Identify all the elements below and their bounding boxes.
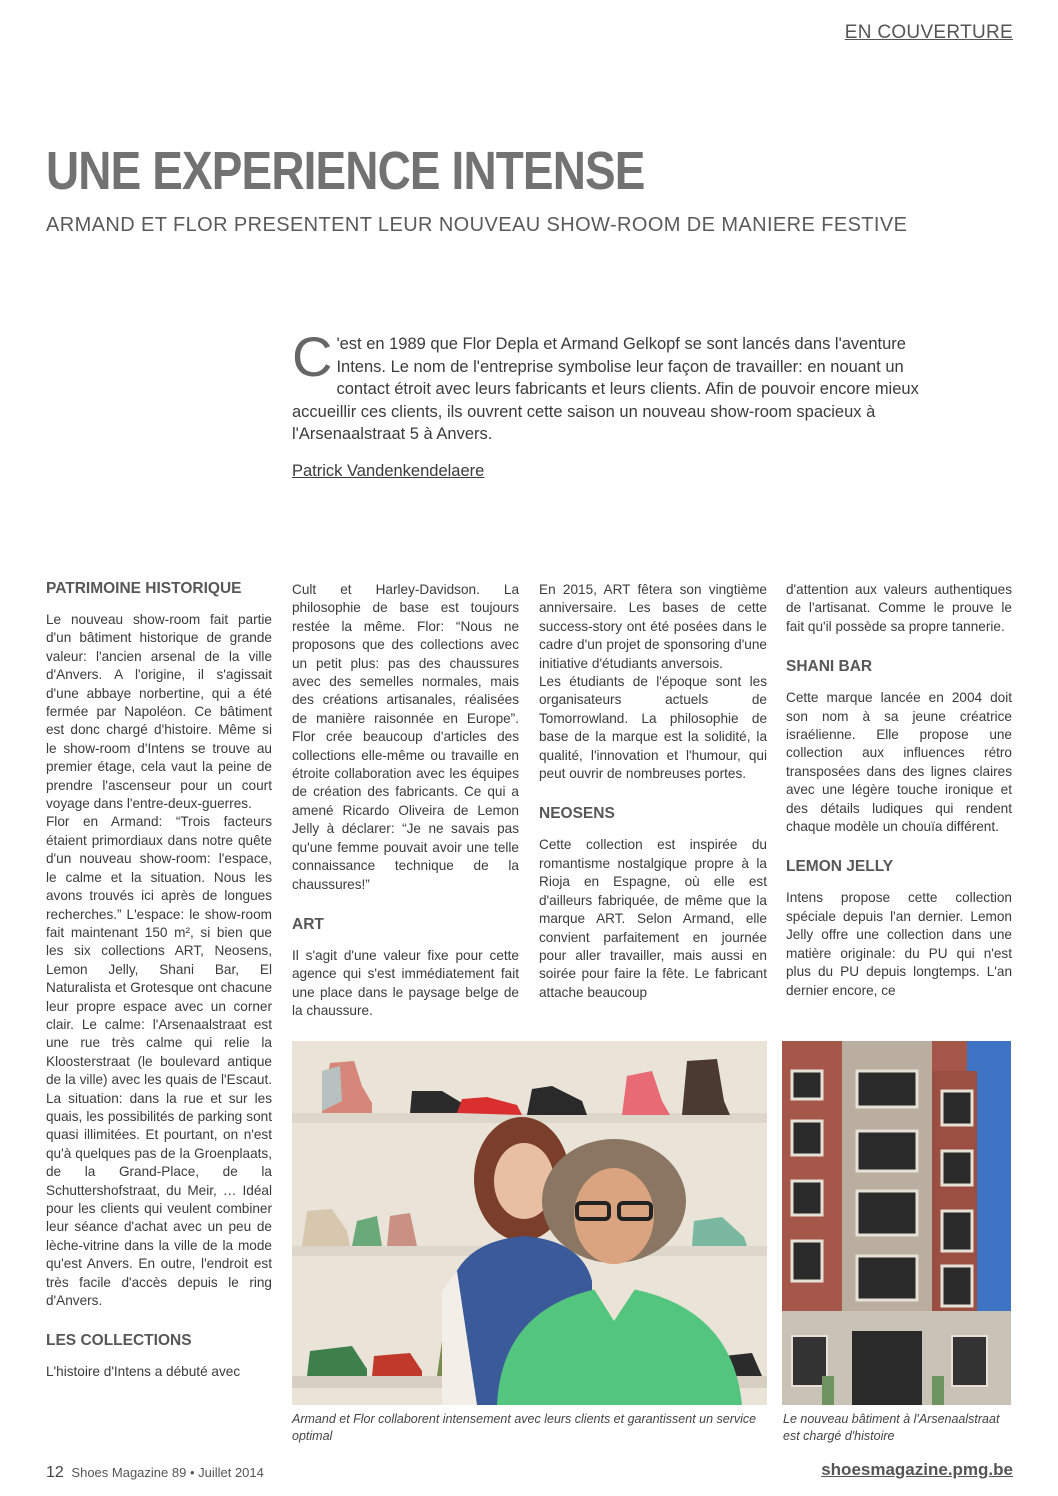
building-photo: [782, 1041, 1011, 1405]
paragraph: Flor en Armand: “Trois facteurs étaient primordiaux dans notre quête d'un nouveau show-room: l'espace, le calme et la situation. Nous les avons trouvés ici après de longues recherches.” L'espace: le show-room fait maintenant 150 m², si bien que les six collections ART, Neosens, Lemon Jelly, Shani Bar, El Naturalista et Grotesque ont chacune leur propre espace avec un corner clair. Le calme: l'Arsenaalstraat est une rue très calme qui relie la Kloosterstraat (le boulevard antique de la ville) avec les quais de l'Escaut. La situation: dans la rue et sur les quais, les possibilités de parking sont quasi illimitées. Et pourtant, on n'est qu'à quelques pas de la Groenplaats, de la Grand-Place, de la Schuttershofstraat, du Meir, … Idéal pour les clients qui veulent combiner leur séance d'achat avec un peu de lèche-vitrine dans la ville de la mode qu'est Anvers. En outre, l'endroit est très facile d'accès depuis le ring d'Anvers.: [46, 814, 272, 1309]
heading-art: ART: [292, 915, 324, 933]
article-author: Patrick Vandenkendelaere: [292, 462, 485, 480]
column-2: [292, 581, 519, 1021]
paragraph: Le nouveau show-room fait partie d'un bâtiment historique de grande valeur: l'ancien arsenal de la ville d'Anvers. A l'origine, il s'agissait d'une abbaye norbertine, qui a été fermée par Napoléon. Ce bâtiment est donc chargé d'histoire. Même si le show-room d'Intens se trouve au premier étage, cela vaut la peine de prendre l'ascenseur pour un court voyage dans l'entre-deux-guerres.: [46, 612, 272, 812]
paragraph: L'histoire d'Intens a débuté avec: [46, 1364, 241, 1380]
heading-patrimoine: PATRIMOINE HISTORIQUE: [46, 580, 242, 597]
paragraph: Il s'agit d'une valeur fixe pour cette agence qui s'est immédiatement fait une place dans le paysage belge de la chaussure.: [292, 947, 519, 1019]
website-link[interactable]: shoesmagazine.pmg.be: [821, 1460, 1013, 1479]
column-4: [786, 581, 1012, 1000]
paragraph: Cette collection est inspirée du romantisme nostalgique propre à la Rioja en Espagne, où elle est d'ailleurs fabriquée, de même que la marque ART. Selon Armand, elle convient parfaitement en journée pour aller travailler, mais aussi en soirée pour faire la fête. Le fabricant attache beaucoup: [539, 837, 767, 1000]
showroom-photo: [292, 1041, 767, 1405]
heading-collections: LES COLLECTIONS: [46, 1332, 192, 1350]
showroom-photo-caption: Armand et Flor collaborent intensement avec leurs clients et garantissent un service optimal: [292, 1412, 757, 1443]
paragraph: d'attention aux valeurs authentiques de l'artisanat. Comme le prouve le fait qu'il possède sa propre tannerie.: [786, 582, 1012, 634]
column-3: [539, 581, 767, 1002]
article-title: UNE EXPERIENCE INTENSE: [46, 141, 645, 201]
building-photo-caption: Le nouveau bâtiment à l'Arsenaalstraat est chargé d'histoire: [783, 1412, 1000, 1443]
heading-shani-bar: SHANI BAR: [786, 658, 873, 676]
article-subtitle: ARMAND ET FLOR PRESENTENT LEUR NOUVEAU SHOW-ROOM DE MANIERE FESTIVE: [46, 214, 908, 236]
footer-left: [46, 1464, 264, 1482]
paragraph: Les étudiants de l'époque sont les organisateurs actuels de Tomorrowland. La philosophie de base de la marque est la solidité, la qualité, l'innovation et l'humour, qui peut ouvrir de nombreuses portes.: [539, 674, 767, 782]
article-intro: [292, 325, 932, 446]
heading-neosens: NEOSENS: [539, 805, 615, 823]
paragraph: Cult et Harley-Davidson. La philosophie de base est toujours restée la même. Flor: “Nous ne proposons que des collections avec un petit plus: pas des chaussures avec des semelles normales, mais des créations artisanales, réalisées de manière raisonnée en Europe”. Flor crée beaucoup d'articles des collections elle-même ou travaille en étroite collaboration avec les équipes de création des fabricants. Ce qui a amené Ricardo Oliveira de Lemon Jelly à déclarer: “Je ne savais pas qu'une femme pouvait avoir une telle connaissance technique de la chaussures!”: [292, 582, 519, 892]
magazine-issue: Shoes Magazine 89 • Juillet 2014: [71, 1465, 264, 1480]
paragraph: Intens propose cette collection spéciale depuis l'an dernier. Lemon Jelly offre une collection dans une matière originale: du PU qui n'est plus du PU depuis longtemps. L'an dernier encore, ce: [786, 890, 1012, 998]
paragraph: Cette marque lancée en 2004 doit son nom à sa jeune créatrice israélienne. Elle propose une collection aux influences rétro transposées dans des lignes claires avec une légère touche ironique et des détails ludiques qui rendent chaque modèle un chouïa différent.: [786, 690, 1012, 835]
heading-lemon-jelly: LEMON JELLY: [786, 858, 894, 876]
column-1: [46, 578, 272, 1382]
paragraph: En 2015, ART fêtera son vingtième anniversaire. Les bases de cette success-story ont été posées dans le cadre d'un projet de sponsoring d'une initiative d'étudiants anversois.: [539, 582, 767, 671]
section-label: EN COUVERTURE: [844, 22, 1013, 43]
intro-text: 'est en 1989 que Flor Depla et Armand Gelkopf se sont lancés dans l'aventure Intens. Le nom de l'entreprise symbolise leur façon de travailler: en nouant un contact étroit avec leurs fabricants et leurs clients. Afin de pouvoir encore mieux accueillir ces clients, ils ouvrent cette saison un nouveau show-room spacieux à l'Arsenaalstraat 5 à Anvers.: [292, 335, 919, 444]
page-number: 12: [46, 1464, 64, 1481]
intro-dropcap: C: [292, 325, 333, 388]
